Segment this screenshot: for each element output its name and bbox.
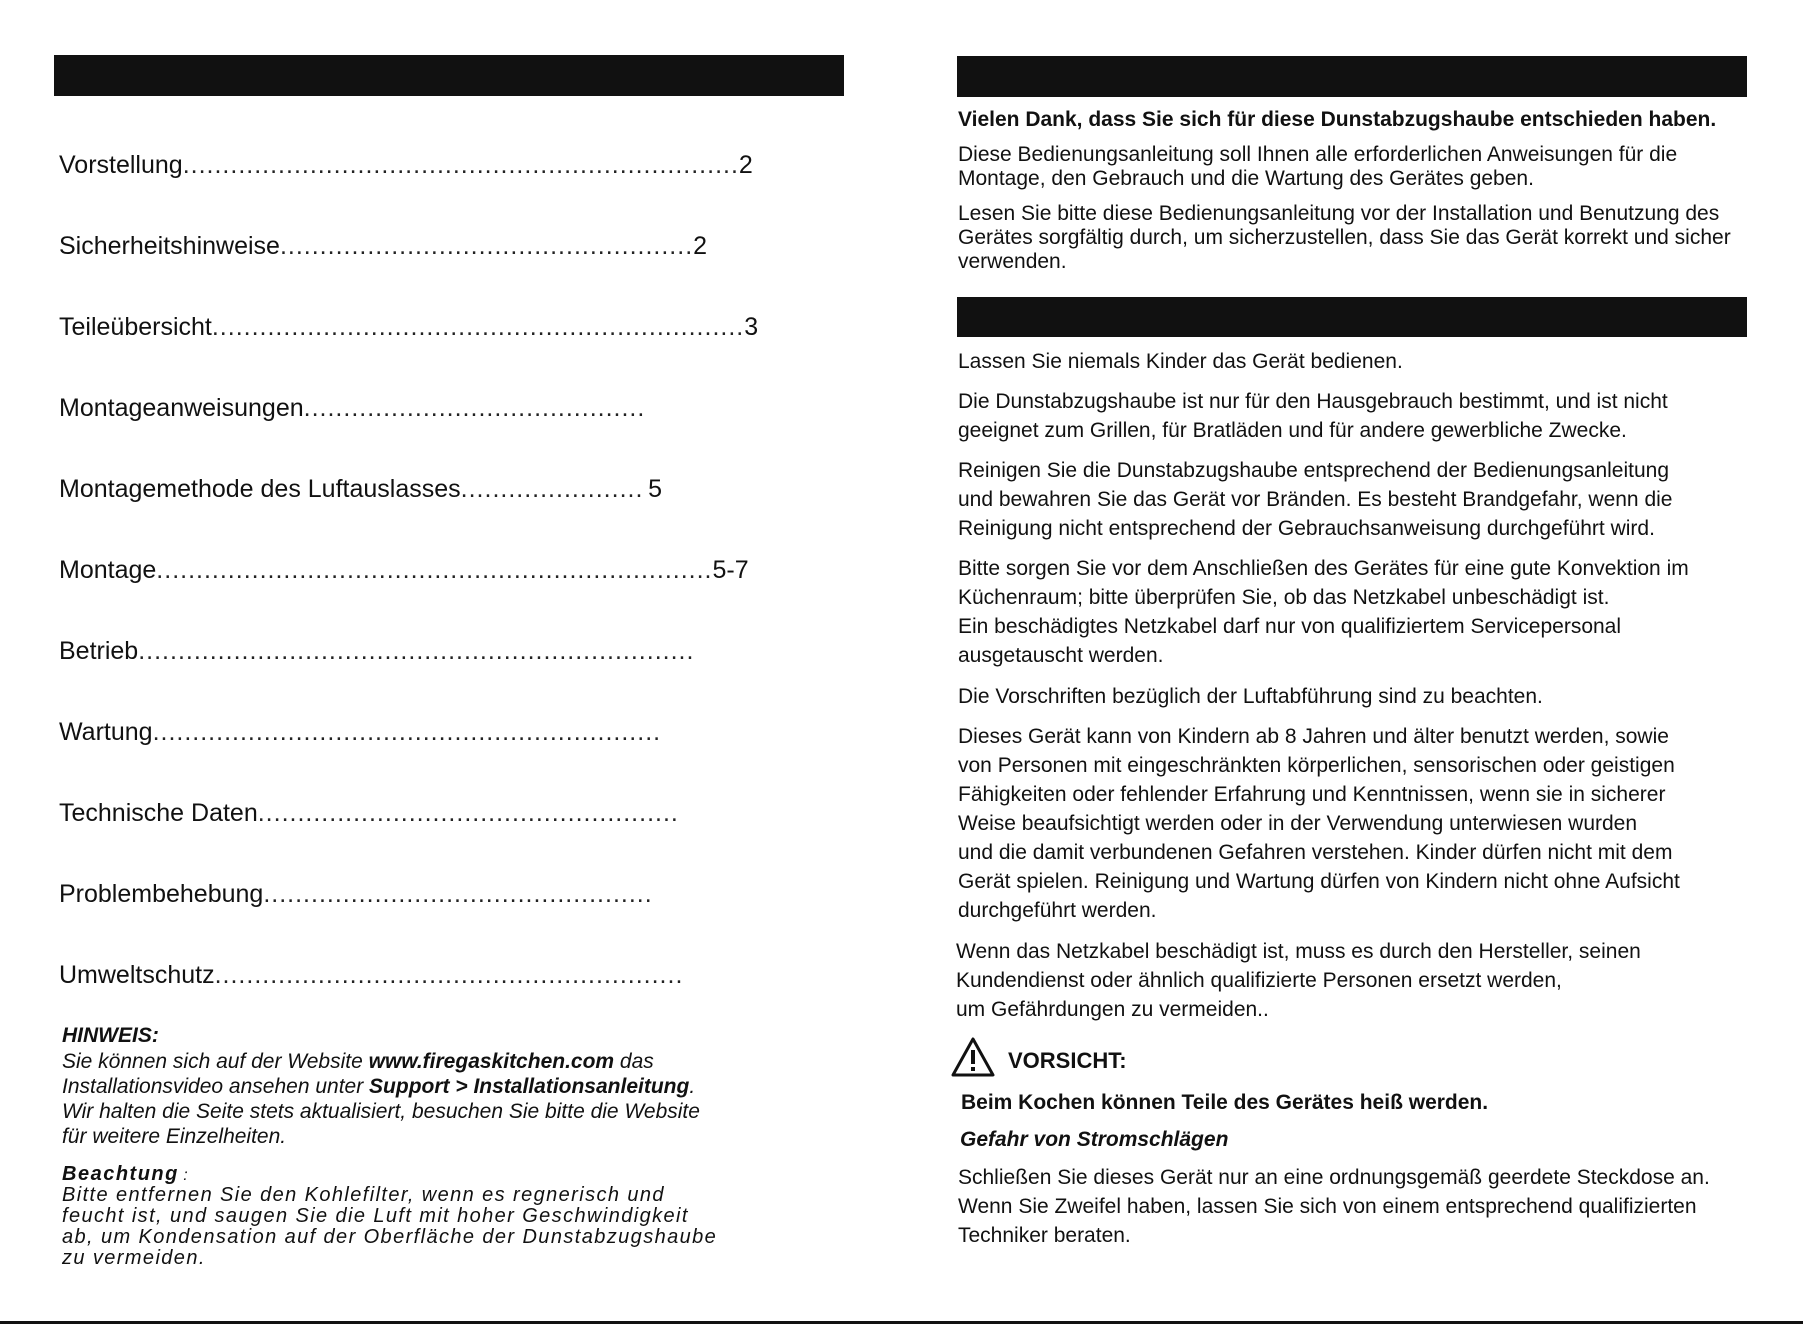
toc-item[interactable]: Umweltschutz ...........................................................	[59, 961, 684, 989]
intro-thanks: Vielen Dank, dass Sie sich für diese Dunstabzugshaube entschieden haben.	[958, 108, 1717, 131]
safety-paragraph-2: Die Dunstabzugshaube ist nur für den Hausgebrauch bestimmt, und ist nicht geeignet zum Grillen, für Bratläden und für andere gewerbliche Zwecke.	[958, 390, 1668, 442]
left-page	[0, 0, 900, 1324]
toc-item[interactable]: Vorstellung ...................................................................... 2	[59, 151, 753, 179]
beachtung-title: Beachtung	[62, 1163, 179, 1185]
intro-paragraph-2: Lesen Sie bitte diese Bedienungsanleitung vor der Installation und Benutzung des Gerätes sorgfältig durch, um sicherzustellen, dass Sie das Gerät korrekt und sicher verwenden.	[958, 202, 1731, 273]
toc-item[interactable]: Wartung ................................................................	[59, 718, 662, 746]
safety-paragraph-1: Lassen Sie niemals Kinder das Gerät bedienen.	[958, 350, 1403, 373]
hot-parts-warning: Beim Kochen können Teile des Gerätes heiß werden.	[961, 1091, 1489, 1114]
toc-item[interactable]: Sicherheitshinweise .................................................... 2	[59, 232, 708, 260]
toc-item[interactable]: Technische Daten .....................................................	[59, 799, 679, 827]
toc-item[interactable]: Montage ...................................................................... 5-7	[59, 556, 749, 584]
toc-item[interactable]: Betrieb ......................................................................	[59, 637, 695, 665]
safety-paragraph-3: Reinigen Sie die Dunstabzugshaube entsprechend der Bedienungsanleitung und bewahren Sie das Gerät vor Bränden. Es besteht Brandgefahr, wenn die Reinigung nicht entsprechend der Gebrauchsanweisung durchgeführt wird.	[958, 459, 1673, 540]
safety-paragraph-4: Bitte sorgen Sie vor dem Anschließen des Gerätes für eine gute Konvektion im Küchenraum; bitte überprüfen Sie, ob das Netzkabel unbeschädigt ist. Ein beschädigtes Netzkabel darf nur von qualifiziertem Servicepersonal ausgetauscht werden.	[958, 557, 1689, 667]
caution-heading	[950, 1036, 1127, 1078]
intro-paragraph-1: Diese Bedienungsanleitung soll Ihnen alle erforderlichen Anweisungen für die Montage, den Gebrauch und die Wartung des Gerätes geben.	[958, 143, 1678, 190]
toc-header-bar	[54, 55, 844, 96]
caution-label: VORSICHT:	[1008, 1048, 1127, 1073]
intro-header-bar	[957, 56, 1747, 97]
shock-title: Gefahr von Stromschlägen	[960, 1128, 1229, 1151]
safety-paragraph-7: Wenn das Netzkabel beschädigt ist, muss es durch den Hersteller, seinen Kundendienst oder ähnlich qualifizierte Personen ersetzt werden, um Gefährdungen zu vermeiden..	[956, 940, 1641, 1021]
website-link[interactable]: www.firegaskitchen.com	[368, 1050, 615, 1073]
hinweis-text: Sie können sich auf der Website www.firegaskitchen.com das Installationsvideo ansehen unter Support > Installationsanleitung. Wir halten die Seite stets aktualisiert, besuchen Sie bitte die Website für weitere Einzelheiten.	[62, 1050, 700, 1148]
toc-item[interactable]: Problembehebung .................................................	[59, 880, 653, 908]
safety-paragraph-6: Dieses Gerät kann von Kindern ab 8 Jahren und älter benutzt werden, sowie von Personen mit eingeschränkten körperlichen, sensorischen oder geistigen Fähigkeiten oder fehlender Erfahrung und Kenntnissen, wenn sie in sicherer Weise beaufsichtigt werden oder in der Verwendung unterwiesen wurden und die damit verbundenen Gefahren verstehen. Kinder dürfen nicht mit dem Gerät spielen. Reinigung und Wartung dürfen von Kindern nicht ohne Aufsicht durchgeführt werden.	[958, 725, 1680, 922]
safety-paragraph-5: Die Vorschriften bezüglich der Luftabführung sind zu beachten.	[958, 685, 1543, 708]
beachtung-note: Beachtung : Bitte entfernen Sie den Kohlefilter, wenn es regnerisch und feucht ist, und saugen Sie die Luft mit hoher Geschwindigkeit ab, um Kondensation auf der Oberfläche der Dunstabzugshaube zu vermeiden.	[62, 1163, 762, 1269]
warning-triangle-icon	[950, 1036, 996, 1078]
hinweis-note	[62, 1024, 762, 1149]
toc-item[interactable]: Teileübersicht ................................................................... 3	[59, 313, 759, 341]
shock-paragraph: Schließen Sie dieses Gerät nur an eine ordnungsgemäß geerdete Steckdose an. Wenn Sie Zweifel haben, lassen Sie sich von einem entsprechend qualifizierten Techniker beraten.	[958, 1166, 1710, 1247]
hinweis-title: HINWEIS:	[62, 1024, 159, 1047]
beachtung-text: Bitte entfernen Sie den Kohlefilter, wenn es regnerisch und feucht ist, und saugen Sie die Luft mit hoher Geschwindigkeit ab, um Kondensation auf der Oberfläche der Dunstabzugshaube zu vermeiden.	[62, 1184, 718, 1269]
toc-item[interactable]: Montageanweisungen ...........................................	[59, 394, 646, 422]
toc-item[interactable]: Montagemethode des Luftauslasses ....................... 5	[59, 475, 662, 503]
safety-header-bar	[957, 297, 1747, 337]
support-path: Support > Installationsanleitung	[369, 1075, 690, 1098]
